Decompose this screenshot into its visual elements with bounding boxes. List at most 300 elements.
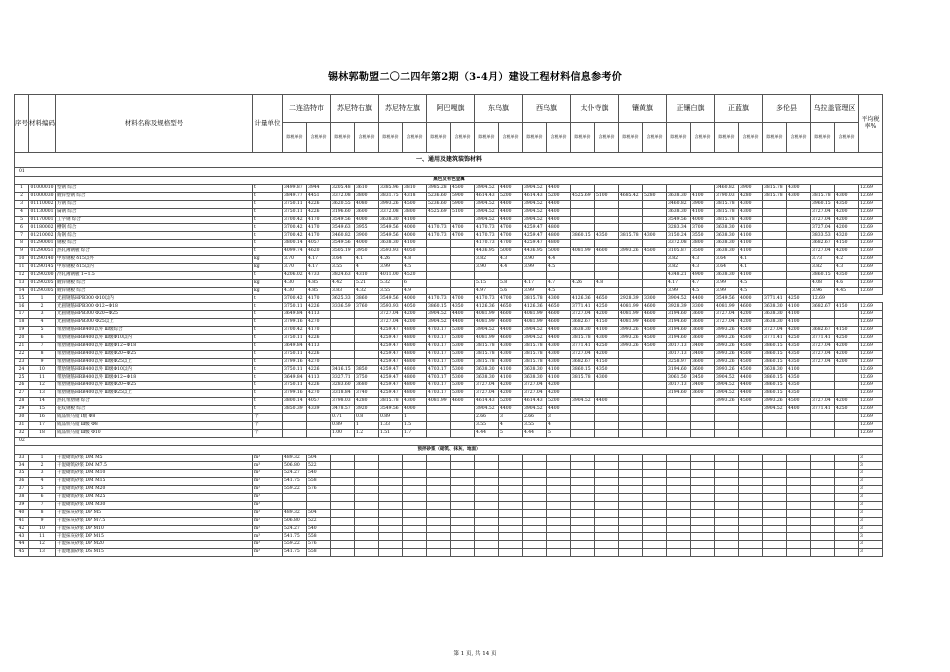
price-cell bbox=[619, 486, 643, 494]
price-cell: 3638.30 bbox=[715, 248, 739, 256]
price-cell: 4200 bbox=[835, 208, 859, 216]
price-cell bbox=[643, 358, 667, 366]
price-cell: 3700.42 bbox=[283, 224, 307, 232]
price-cell bbox=[763, 287, 787, 295]
material-code: 01000010 bbox=[29, 185, 56, 193]
price-cell: 3416.15 bbox=[331, 366, 355, 374]
price-cell: 3600 bbox=[691, 366, 715, 374]
price-cell: 4600 bbox=[643, 303, 667, 311]
unit-cell: t bbox=[253, 185, 283, 193]
price-cell: 0.89 bbox=[379, 413, 403, 421]
price-cell bbox=[355, 334, 379, 342]
price-cell bbox=[691, 413, 715, 421]
price-cell bbox=[787, 493, 811, 501]
price-cell: 3800 bbox=[691, 240, 715, 248]
unit-cell: m³ bbox=[253, 525, 283, 533]
price-cell: 3549.56 bbox=[379, 232, 403, 240]
price-cell bbox=[595, 517, 619, 525]
price-cell bbox=[403, 486, 427, 494]
price-cell bbox=[499, 517, 523, 525]
price-cell bbox=[595, 541, 619, 549]
material-code: 1 bbox=[29, 454, 56, 462]
price-cell bbox=[739, 525, 763, 533]
price-cell bbox=[835, 454, 859, 462]
price-cell bbox=[739, 549, 763, 557]
price-cell bbox=[427, 501, 451, 509]
price-cell: 558 bbox=[307, 549, 331, 557]
price-cell: 1.00 bbox=[331, 429, 355, 437]
price-cell bbox=[571, 216, 595, 224]
price-cell: 4400 bbox=[499, 208, 523, 216]
price-cell: 4250 bbox=[787, 295, 811, 303]
price-cell: 4900 bbox=[691, 271, 715, 279]
price-cell: 3815.78 bbox=[475, 342, 499, 350]
price-cell: 4.3 bbox=[835, 263, 859, 271]
unit-cell: t bbox=[253, 232, 283, 240]
table-row bbox=[15, 303, 883, 311]
tax-rate-cell: 12.69 bbox=[859, 232, 883, 240]
price-cell: 3700.42 bbox=[283, 295, 307, 303]
price-cell bbox=[811, 366, 835, 374]
price-cell: 4081.99 bbox=[571, 248, 595, 256]
price-cell bbox=[619, 493, 643, 501]
price-cell: 4350 bbox=[787, 390, 811, 398]
price-cell: 4500 bbox=[643, 334, 667, 342]
price-cell bbox=[811, 541, 835, 549]
price-cell bbox=[331, 454, 355, 462]
unit-cell: m³ bbox=[253, 454, 283, 462]
price-cell bbox=[427, 279, 451, 287]
price-cell: 4081.99 bbox=[619, 311, 643, 319]
unit-cell: t bbox=[253, 358, 283, 366]
price-cell bbox=[499, 462, 523, 470]
price-cell: 3771.41 bbox=[763, 334, 787, 342]
unit-cell: m³ bbox=[253, 541, 283, 549]
price-cell: 4350 bbox=[787, 350, 811, 358]
price-cell bbox=[835, 501, 859, 509]
price-cell: 4113 bbox=[307, 374, 331, 382]
price-cell: 3800 bbox=[355, 192, 379, 200]
price-cell bbox=[715, 486, 739, 494]
price-cell: 3800 bbox=[403, 208, 427, 216]
price-cell: 3.70 bbox=[283, 256, 307, 264]
row-number: 27 bbox=[15, 390, 29, 398]
price-cell: 540 bbox=[307, 470, 331, 478]
price-cell bbox=[571, 486, 595, 494]
price-cell: 4150 bbox=[835, 327, 859, 335]
row-number: 38 bbox=[15, 493, 29, 501]
subheader-ex-tax-price: 除税单价 bbox=[619, 123, 643, 153]
price-cell bbox=[331, 350, 355, 358]
price-cell bbox=[571, 382, 595, 390]
price-cell: 4081.99 bbox=[619, 303, 643, 311]
price-cell bbox=[787, 232, 811, 240]
price-cell bbox=[619, 413, 643, 421]
price-cell bbox=[427, 429, 451, 437]
price-cell: 4.17 bbox=[307, 263, 331, 271]
material-code: 01290140 bbox=[29, 256, 56, 264]
price-cell: 3904.52 bbox=[523, 200, 547, 208]
price-cell bbox=[811, 509, 835, 517]
price-cell: 4050 bbox=[403, 303, 427, 311]
material-code: 9 bbox=[29, 517, 56, 525]
price-cell: 4500 bbox=[643, 342, 667, 350]
price-cell: 3.99 bbox=[523, 263, 547, 271]
price-cell bbox=[667, 478, 691, 486]
price-cell: 4150 bbox=[595, 319, 619, 327]
price-cell: 3750 bbox=[355, 374, 379, 382]
price-cell bbox=[643, 517, 667, 525]
price-cell: 558 bbox=[307, 533, 331, 541]
price-cell: 5300 bbox=[451, 342, 475, 350]
price-cell: 3750.11 bbox=[283, 200, 307, 208]
price-cell: 5000 bbox=[547, 248, 571, 256]
price-cell: 3815.78 bbox=[523, 342, 547, 350]
price-cell: 4300 bbox=[547, 295, 571, 303]
price-cell: 3638.30 bbox=[715, 224, 739, 232]
material-code: 01130001 bbox=[29, 208, 56, 216]
price-cell bbox=[451, 263, 475, 271]
subheader-in-tax-price: 含税单价 bbox=[739, 123, 763, 153]
material-name: 干混抹灰砂浆 DP M7.5 bbox=[56, 517, 253, 525]
price-cell: 4000 bbox=[355, 216, 379, 224]
price-cell bbox=[739, 509, 763, 517]
price-cell: 4800 bbox=[403, 358, 427, 366]
price-cell bbox=[595, 224, 619, 232]
material-code: 01290200 bbox=[29, 271, 56, 279]
price-cell bbox=[811, 429, 835, 437]
unit-cell: t bbox=[253, 398, 283, 406]
tax-rate-cell: 3 bbox=[859, 501, 883, 509]
price-cell: 3300 bbox=[643, 295, 667, 303]
material-code: 3 bbox=[29, 470, 56, 478]
price-cell bbox=[331, 533, 355, 541]
price-cell: 4113 bbox=[307, 342, 331, 350]
price-cell bbox=[787, 271, 811, 279]
price-cell bbox=[763, 525, 787, 533]
price-cell: 4600 bbox=[499, 319, 523, 327]
price-cell: 3727.04 bbox=[811, 358, 835, 366]
price-cell bbox=[523, 454, 547, 462]
price-cell bbox=[763, 509, 787, 517]
price-cell: 4300 bbox=[595, 334, 619, 342]
material-code: 12 bbox=[29, 382, 56, 390]
price-cell bbox=[667, 185, 691, 193]
material-code: 13 bbox=[29, 549, 56, 557]
material-name: 成品铁马镫 Ⅲ级 Φ10 bbox=[56, 429, 253, 437]
material-name: 干混砌筑砂浆 DM M15 bbox=[56, 478, 253, 486]
price-cell bbox=[571, 185, 595, 193]
price-cell: 4270 bbox=[307, 358, 331, 366]
table-row bbox=[15, 374, 883, 382]
price-cell: 4350 bbox=[787, 382, 811, 390]
price-cell: 5300 bbox=[451, 350, 475, 358]
group-subtitle: 黑色及有色金属 bbox=[15, 176, 883, 185]
price-cell bbox=[763, 224, 787, 232]
price-cell: 4703.17 bbox=[427, 358, 451, 366]
price-cell: 4100 bbox=[547, 374, 571, 382]
price-cell: 4500 bbox=[739, 398, 763, 406]
price-cell bbox=[787, 478, 811, 486]
price-cell: 4170 bbox=[307, 224, 331, 232]
price-cell: 3760 bbox=[355, 303, 379, 311]
price-cell: 4436.95 bbox=[475, 248, 499, 256]
price-cell: 5 bbox=[547, 429, 571, 437]
price-cell: 4150 bbox=[595, 358, 619, 366]
price-cell bbox=[835, 478, 859, 486]
price-cell: 4733 bbox=[307, 271, 331, 279]
unit-cell: t bbox=[253, 319, 283, 327]
row-number: 41 bbox=[15, 517, 29, 525]
price-cell bbox=[739, 533, 763, 541]
material-name: 光圆钢筋HPB300 Φ20~Φ25 bbox=[56, 311, 253, 319]
price-cell: 3.99 bbox=[715, 279, 739, 287]
unit-cell: t bbox=[253, 342, 283, 350]
price-cell: 4300 bbox=[787, 185, 811, 193]
price-cell: 4.44 bbox=[523, 429, 547, 437]
price-cell bbox=[667, 549, 691, 557]
price-cell: 4800 bbox=[547, 232, 571, 240]
price-cell: 3727.04 bbox=[811, 216, 835, 224]
price-cell: 3017.13 bbox=[667, 350, 691, 358]
table-row bbox=[15, 486, 883, 494]
price-cell bbox=[643, 478, 667, 486]
price-cell bbox=[427, 248, 451, 256]
price-cell bbox=[643, 263, 667, 271]
row-number: 11 bbox=[15, 263, 29, 271]
price-cell: 4.1 bbox=[355, 256, 379, 264]
price-cell bbox=[667, 405, 691, 413]
price-cell bbox=[595, 240, 619, 248]
price-cell bbox=[643, 509, 667, 517]
price-cell: 3944 bbox=[307, 185, 331, 193]
group-code-row bbox=[15, 437, 883, 446]
price-cell bbox=[763, 470, 787, 478]
price-cell bbox=[475, 509, 499, 517]
price-cell: 4800 bbox=[403, 334, 427, 342]
material-code: 16 bbox=[29, 413, 56, 421]
price-cell bbox=[595, 405, 619, 413]
price-cell: 4.3 bbox=[499, 256, 523, 264]
table-row bbox=[15, 319, 883, 327]
price-cell: 4100 bbox=[787, 303, 811, 311]
material-name: 带肋钢筋HRB400以外 Ⅲ级Φ12~Φ18 bbox=[56, 374, 253, 382]
unit-cell: t bbox=[253, 248, 283, 256]
price-cell bbox=[379, 493, 403, 501]
price-cell bbox=[547, 525, 571, 533]
price-cell: 4.7 bbox=[547, 279, 571, 287]
price-cell bbox=[403, 517, 427, 525]
tax-rate-cell: 12.69 bbox=[859, 398, 883, 406]
price-cell bbox=[691, 486, 715, 494]
price-cell: 4318 bbox=[403, 192, 427, 200]
material-code: 15 bbox=[29, 405, 56, 413]
price-cell: 4259.47 bbox=[523, 232, 547, 240]
header-region: 二连浩特市 bbox=[283, 95, 331, 123]
table-row bbox=[15, 358, 883, 366]
tax-rate-cell: 12.69 bbox=[859, 366, 883, 374]
price-cell: 4700 bbox=[499, 232, 523, 240]
price-cell: 3904.52 bbox=[715, 374, 739, 382]
price-cell bbox=[619, 390, 643, 398]
price-cell bbox=[811, 390, 835, 398]
unit-cell: m³ bbox=[253, 533, 283, 541]
price-cell: 4.1 bbox=[739, 256, 763, 264]
price-cell bbox=[571, 549, 595, 557]
price-cell bbox=[499, 549, 523, 557]
price-cell bbox=[643, 208, 667, 216]
price-cell: 3700.42 bbox=[283, 216, 307, 224]
material-code: 17 bbox=[29, 421, 56, 429]
tax-rate-cell: 12.69 bbox=[859, 311, 883, 319]
price-cell: 3904.52 bbox=[523, 327, 547, 335]
table-row bbox=[15, 279, 883, 287]
price-cell: 4200 bbox=[835, 342, 859, 350]
price-cell bbox=[379, 478, 403, 486]
price-cell bbox=[427, 240, 451, 248]
price-cell: 4.45 bbox=[835, 287, 859, 295]
tax-rate-cell: 12.69 bbox=[859, 421, 883, 429]
material-name: 槽钢 综合 bbox=[56, 224, 253, 232]
price-cell bbox=[715, 517, 739, 525]
price-cell bbox=[547, 493, 571, 501]
price-cell: 4500 bbox=[739, 366, 763, 374]
price-cell bbox=[835, 462, 859, 470]
table-row bbox=[15, 295, 883, 303]
table-row bbox=[15, 192, 883, 200]
subheader-in-tax-price: 含税单价 bbox=[787, 123, 811, 153]
price-cell: 4100 bbox=[547, 366, 571, 374]
price-cell: 4500 bbox=[643, 327, 667, 335]
material-name: 冷轧薄钢板 1~1.5 bbox=[56, 271, 253, 279]
price-cell bbox=[787, 501, 811, 509]
unit-cell: m³ bbox=[253, 517, 283, 525]
price-cell: 4259.47 bbox=[379, 358, 403, 366]
price-cell: 4.5 bbox=[739, 279, 763, 287]
price-cell: 3815.78 bbox=[523, 295, 547, 303]
tax-rate-cell: 12.69 bbox=[859, 287, 883, 295]
tax-rate-cell: 3 bbox=[859, 509, 883, 517]
price-cell: 3.99 bbox=[667, 287, 691, 295]
price-cell: 4.2 bbox=[835, 256, 859, 264]
price-cell bbox=[619, 525, 643, 533]
price-cell: 3799.16 bbox=[283, 390, 307, 398]
price-cell: 3993.26 bbox=[619, 342, 643, 350]
subheader-ex-tax-price: 除税单价 bbox=[331, 123, 355, 153]
price-cell bbox=[523, 501, 547, 509]
price-cell bbox=[595, 486, 619, 494]
table-row bbox=[15, 454, 883, 462]
price-cell: 4703.17 bbox=[427, 342, 451, 350]
unit-cell: m³ bbox=[253, 470, 283, 478]
row-number: 1 bbox=[15, 185, 29, 193]
price-cell: 4.08 bbox=[811, 279, 835, 287]
price-cell bbox=[331, 549, 355, 557]
header-avg-tax: 平均税率% bbox=[859, 95, 883, 153]
row-number: 32 bbox=[15, 429, 29, 437]
price-cell bbox=[667, 413, 691, 421]
price-cell: 4200 bbox=[547, 382, 571, 390]
price-cell bbox=[715, 478, 739, 486]
price-cell bbox=[331, 334, 355, 342]
price-cell: 540 bbox=[307, 525, 331, 533]
price-cell: 3460.82 bbox=[331, 232, 355, 240]
material-code: 01290001 bbox=[29, 240, 56, 248]
price-cell: 4206.02 bbox=[283, 271, 307, 279]
price-cell: 4280 bbox=[355, 398, 379, 406]
subheader-in-tax-price: 含税单价 bbox=[499, 123, 523, 153]
subheader-ex-tax-price: 除税单价 bbox=[667, 123, 691, 153]
price-cell bbox=[643, 429, 667, 437]
subheader-ex-tax-price: 除税单价 bbox=[379, 123, 403, 153]
price-cell bbox=[427, 271, 451, 279]
table-row bbox=[15, 366, 883, 374]
price-cell: 504 bbox=[307, 454, 331, 462]
price-cell: 4081.99 bbox=[475, 311, 499, 319]
price-cell bbox=[739, 421, 763, 429]
price-cell: 4200 bbox=[499, 382, 523, 390]
price-cell: 4081.99 bbox=[475, 319, 499, 327]
price-cell: 3638.30 bbox=[667, 208, 691, 216]
price-cell: 4250 bbox=[835, 405, 859, 413]
price-cell: 3500 bbox=[691, 248, 715, 256]
price-cell bbox=[811, 421, 835, 429]
price-cell: 3600 bbox=[691, 311, 715, 319]
price-cell: 3993.26 bbox=[715, 342, 739, 350]
price-cell: 3.99 bbox=[523, 287, 547, 295]
price-cell bbox=[643, 533, 667, 541]
unit-cell: m³ bbox=[253, 486, 283, 494]
price-cell: 4300 bbox=[643, 232, 667, 240]
tax-rate-cell: 12.69 bbox=[859, 192, 883, 200]
price-cell: 3900 bbox=[691, 200, 715, 208]
price-cell bbox=[595, 509, 619, 517]
price-cell bbox=[475, 486, 499, 494]
price-cell: 0.8 bbox=[355, 413, 379, 421]
price-cell bbox=[475, 525, 499, 533]
unit-cell: 个 bbox=[253, 429, 283, 437]
price-cell: 3993.26 bbox=[619, 327, 643, 335]
price-cell: 3955 bbox=[355, 224, 379, 232]
price-cell bbox=[667, 493, 691, 501]
price-cell: 3727.04 bbox=[523, 390, 547, 398]
price-cell bbox=[715, 533, 739, 541]
price-cell bbox=[691, 541, 715, 549]
price-cell: 4259.47 bbox=[379, 390, 403, 398]
material-name: 光圆钢筋HPB300 Φ10以内 bbox=[56, 295, 253, 303]
price-cell bbox=[763, 279, 787, 287]
price-cell bbox=[571, 493, 595, 501]
row-number: 43 bbox=[15, 533, 29, 541]
unit-cell: m³ bbox=[253, 549, 283, 557]
tax-rate-cell: 3 bbox=[859, 462, 883, 470]
price-cell bbox=[523, 271, 547, 279]
price-cell bbox=[739, 429, 763, 437]
price-cell: 4200 bbox=[835, 398, 859, 406]
price-cell bbox=[787, 533, 811, 541]
price-cell bbox=[835, 374, 859, 382]
price-cell: 3649.84 bbox=[283, 342, 307, 350]
price-cell: 4126.36 bbox=[475, 303, 499, 311]
header-code: 材料编码 bbox=[29, 95, 56, 153]
material-code: 5 bbox=[29, 486, 56, 494]
price-cell: 3727.04 bbox=[715, 319, 739, 327]
price-cell bbox=[451, 549, 475, 557]
price-cell: 3.82 bbox=[811, 263, 835, 271]
price-cell bbox=[835, 390, 859, 398]
section-title: 一、通用及建筑装饰材料 bbox=[15, 153, 883, 168]
price-cell: 4348.21 bbox=[667, 271, 691, 279]
